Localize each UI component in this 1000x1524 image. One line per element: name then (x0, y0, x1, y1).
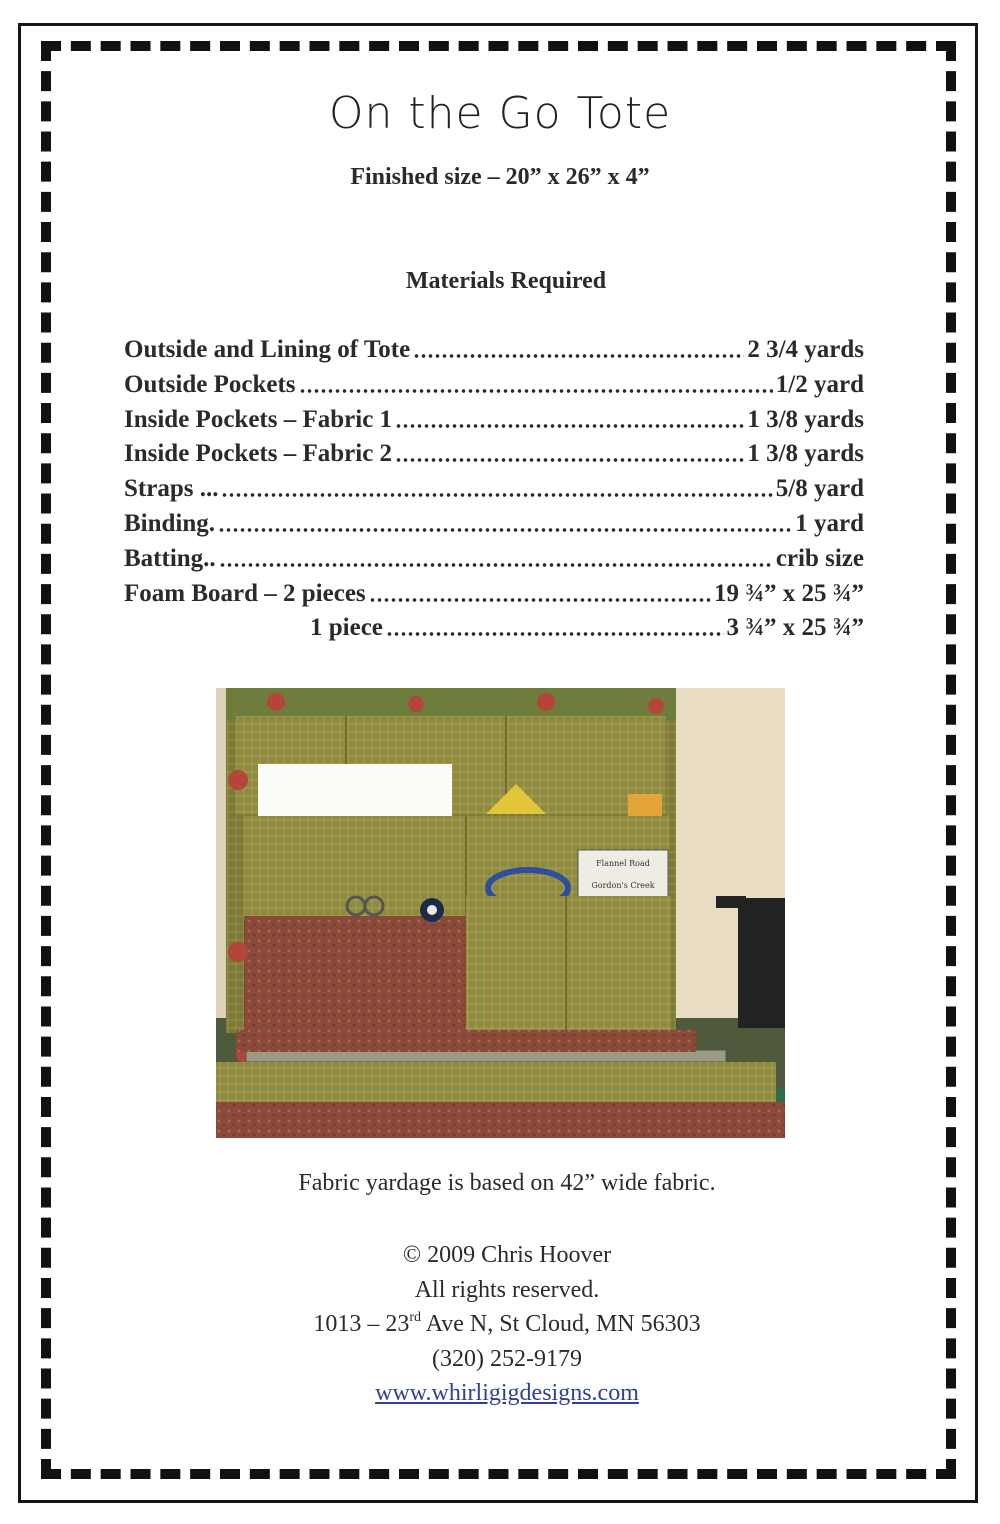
material-row (124, 440, 864, 475)
dot-leader (299, 374, 773, 394)
dot-leader (369, 583, 711, 603)
tote-photo (216, 688, 785, 1138)
material-row (124, 371, 864, 406)
material-row (124, 336, 864, 371)
material-quantity: 1 3/8 yards (747, 405, 864, 433)
material-quantity: 3 ¾” x 25 ¾” (726, 614, 864, 642)
tote-illustration (216, 688, 785, 1138)
dot-leader (395, 409, 744, 429)
address-street: Ave N, St Cloud, MN 56303 (421, 1311, 701, 1337)
material-row (124, 580, 864, 615)
dot-leader (221, 478, 772, 498)
material-name: Straps ... (124, 475, 219, 503)
materials-list (124, 336, 864, 649)
dot-leader (395, 443, 744, 463)
website-link[interactable]: www.whirligigdesigns.com (375, 1380, 639, 1406)
finished-size: Finished size – 20” x 26” x 4” (350, 164, 650, 190)
material-name: Binding. (124, 509, 216, 537)
material-name: Foam Board – 2 pieces (124, 579, 366, 607)
material-name: Outside Pockets (124, 370, 296, 398)
phone-number: (320) 252-9179 (432, 1345, 582, 1372)
dot-leader (218, 513, 792, 533)
material-quantity: crib size (775, 544, 864, 572)
material-name: Inside Pockets – Fabric 1 (124, 405, 393, 433)
material-row (124, 545, 864, 580)
copyright: © 2009 Chris Hoover (402, 1242, 612, 1268)
material-quantity: 5/8 yard (775, 475, 864, 503)
material-row (124, 406, 864, 441)
dot-leader (413, 339, 744, 359)
material-quantity: 1 yard (795, 509, 864, 537)
dot-leader (386, 617, 724, 637)
material-quantity: 1 3/8 yards (747, 440, 864, 468)
material-name: Inside Pockets – Fabric 2 (124, 440, 393, 468)
materials-heading: Materials Required (405, 268, 607, 294)
card-label-top: Flannel Road (596, 859, 650, 868)
rights-reserved: All rights reserved. (414, 1276, 600, 1303)
footer (0, 1238, 1000, 1411)
card-label-bottom: Gordon's Creek (591, 881, 655, 890)
material-name: Batting.. (124, 544, 216, 572)
material-name: Outside and Lining of Tote (124, 336, 411, 363)
material-row (124, 475, 864, 510)
material-row (124, 510, 864, 545)
dot-leader (219, 548, 773, 568)
material-row (124, 614, 864, 649)
material-quantity: 19 ¾” x 25 ¾” (714, 579, 864, 607)
material-quantity: 2 3/4 yards (747, 336, 864, 363)
fabric-note: Fabric yardage is based on 42” wide fabric. (298, 1170, 716, 1196)
page-title: On the Go Tote (328, 88, 672, 139)
address (0, 1307, 1000, 1342)
material-name: 1 piece (310, 614, 383, 642)
address-ordinal: rd (409, 1310, 422, 1325)
address-number: 1013 – 23 (313, 1311, 410, 1337)
material-quantity: 1/2 yard (775, 370, 864, 398)
